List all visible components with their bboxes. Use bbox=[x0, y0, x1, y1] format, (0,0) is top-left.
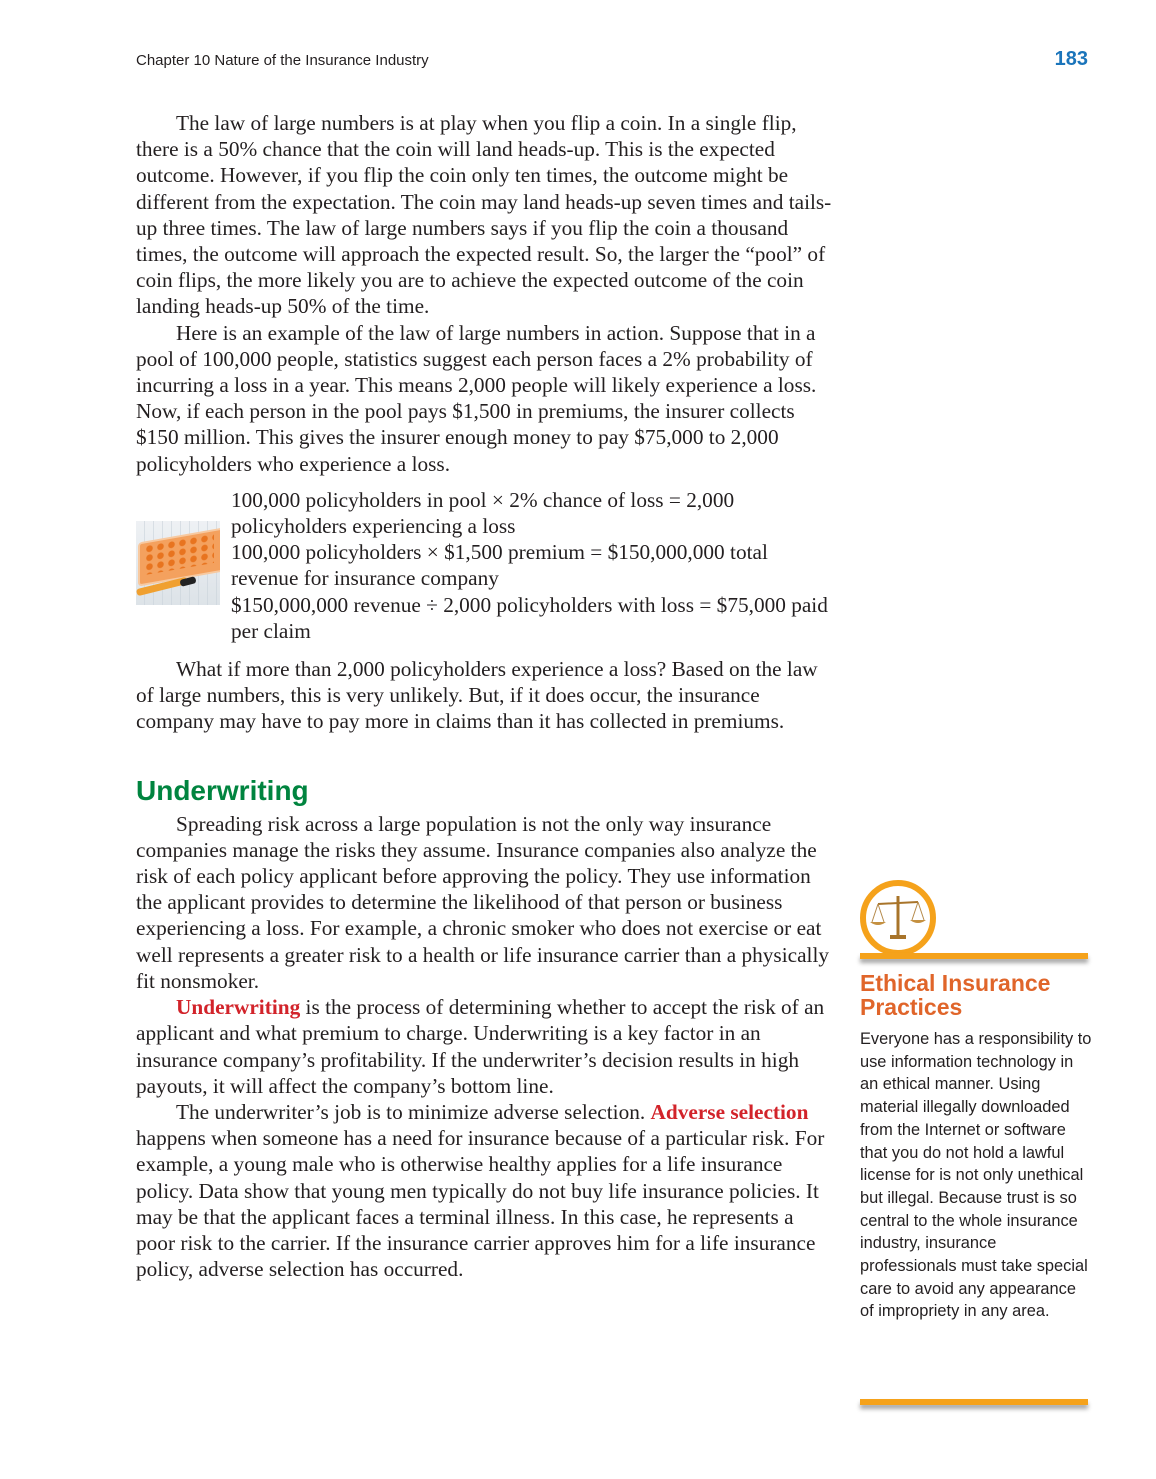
paragraph-example: Here is an example of the law of large numbers in action. Suppose that in a pool of 100,000 people, statistics suggest each person faces a 2% probability of incurring a loss in a year. This means 2,000 people will likely experience a loss. Now, if each person in the pool pays $1,500 in premiums, the insurer collects $150 million. This gives the insurer enough money to pay $75,000 to 2,000 policyholders who experience a loss. bbox=[136, 320, 817, 476]
calculator-icon bbox=[136, 521, 220, 605]
paragraph-underwriting-definition: Underwriting is the process of determining whether to accept the risk of an applicant and what premium to charge. Underwriting is a key factor in an insurance company’s profitability. If the underwriter’s decision results in high payouts, it will affect the company’s bottom line. bbox=[136, 995, 825, 1098]
sidebar-title: Ethical Insurance Practices bbox=[860, 970, 1051, 1020]
calculation-example bbox=[136, 487, 836, 644]
calculation-line: 100,000 policyholders × $1,500 premium = $150,000,000 total revenue for insurance company bbox=[231, 540, 768, 591]
calculation-line: 100,000 policyholders in pool × 2% chance of loss = 2,000 policyholders experiencing a loss bbox=[231, 487, 735, 539]
section-heading-underwriting: Underwriting bbox=[136, 774, 309, 806]
main-text-column bbox=[136, 110, 836, 1282]
page-number: 183 bbox=[1054, 48, 1088, 70]
paragraph-adverse-selection: The underwriter’s job is to minimize adverse selection. Adverse selection happens when someone has a need for insurance because of a particular risk. For example, a young male who is otherwise healthy applies for a life insurance policy. Data show that young men typically do not buy life insurance policies. It may be that the applicant faces a terminal illness. In this case, he represents a poor risk to the carrier. If the insurance carrier approves him for a life insurance policy, adverse selection has occurred. bbox=[136, 1099, 825, 1282]
key-term-adverse-selection: Adverse selection bbox=[650, 1099, 809, 1124]
paragraph-more-losses: What if more than 2,000 policyholders experience a loss? Based on the law of large numbers, this is very unlikely. But, if it does occur, the insurance company may have to pay more in claims than it has collected in premiums. bbox=[136, 657, 818, 734]
sidebar-body: Everyone has a responsibility to use information technology in an ethical manner. Using material illegally downloaded from the Internet or software that you do not hold a lawful license for is not only unethical but illegal. Because trust is so central to the whole insurance industry, insurance professionals must take special care to avoid any appearance of impropriety in any area. bbox=[860, 1030, 1092, 1321]
sidebar-bottom-rule bbox=[860, 1399, 1088, 1405]
sidebar-top-rule bbox=[860, 953, 1088, 959]
scales-of-justice-icon bbox=[860, 880, 936, 956]
paragraph-coin-flip: The law of large numbers is at play when you flip a coin. In a single flip, there is a 50% chance that the coin will land heads-up. This is the expected outcome. However, if you flip the coin only ten times, the outcome might be different from the expectation. The coin may land heads-up seven times and tails-up three times. The law of large numbers says if you flip the coin a thousand times, the outcome will approach the expected result. So, the larger the “pool” of coin flips, the more likely you are to achieve the expected outcome of the coin landing heads-up 50% of the time. bbox=[136, 111, 832, 319]
calculation-line: $150,000,000 revenue ÷ 2,000 policyholders with loss = $75,000 paid per claim bbox=[231, 592, 828, 643]
running-head: Chapter 10 Nature of the Insurance Industry bbox=[136, 52, 429, 69]
paragraph-spreading-risk: Spreading risk across a large population is not the only way insurance companies manage the risks they assume. Insurance companies also analyze the risk of each policy applicant before approving the policy. They use information the applicant provides to determine the likelihood of that person or business experiencing a loss. For example, a chronic smoker who does not exercise or eat well represents a greater risk to a health or life insurance carrier than a physically fit nonsmoker. bbox=[136, 811, 830, 993]
key-term-underwriting: Underwriting bbox=[176, 995, 301, 1020]
